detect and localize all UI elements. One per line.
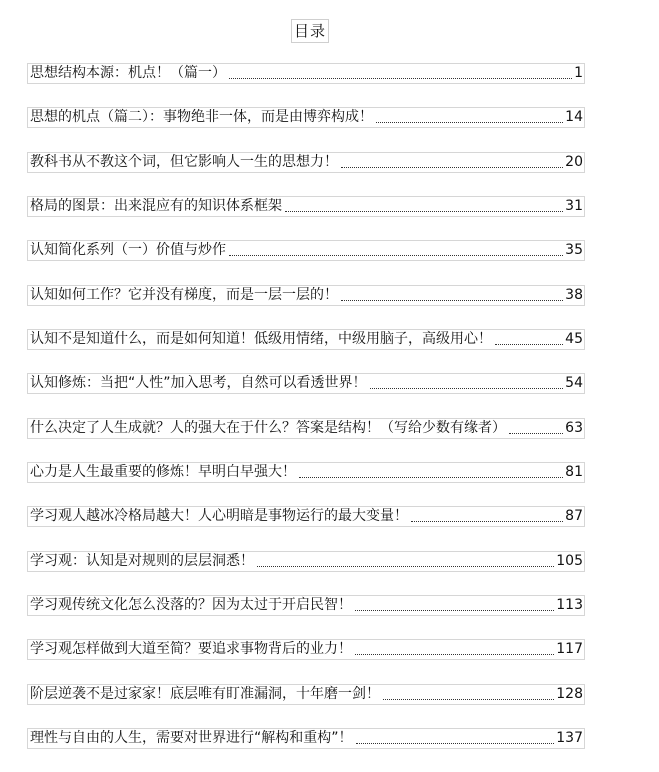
toc-leader-dots bbox=[509, 432, 563, 434]
toc-entry[interactable] bbox=[27, 551, 585, 572]
toc-entry[interactable] bbox=[27, 63, 585, 84]
toc-entry-page: 1 bbox=[574, 65, 583, 81]
toc-entry-title: 什么决定了人生成就？人的强大在于什么？答案是结构！（写给少数有缘者） bbox=[30, 420, 506, 436]
toc-leader-dots bbox=[355, 609, 554, 611]
toc-entry-title: 阶层逆袭不是过家家！底层唯有盯准漏洞，十年磨一剑！ bbox=[30, 686, 380, 702]
toc-entry[interactable] bbox=[27, 373, 585, 394]
toc-entry-page: 105 bbox=[556, 553, 583, 569]
toc-entry-title: 思想结构本源：机点！（篇一） bbox=[30, 65, 226, 81]
toc-leader-dots bbox=[383, 698, 554, 700]
toc-entry-page: 117 bbox=[556, 641, 583, 657]
toc-entry-title: 学习观：认知是对规则的层层洞悉！ bbox=[30, 553, 254, 569]
toc-list bbox=[27, 63, 585, 772]
toc-entry-page: 38 bbox=[565, 287, 583, 303]
toc-entry-title: 学习观人越冰冷格局越大！人心明暗是事物运行的最大变量！ bbox=[30, 508, 408, 524]
toc-entry-page: 81 bbox=[565, 464, 583, 480]
toc-entry-title: 心力是人生最重要的修炼！早明白早强大！ bbox=[30, 464, 296, 480]
toc-leader-dots bbox=[341, 299, 563, 301]
toc-entry-title: 格局的图景：出来混应有的知识体系框架 bbox=[30, 198, 282, 214]
toc-entry-title: 理性与自由的人生，需要对世界进行“解构和重构”！ bbox=[30, 730, 353, 746]
toc-leader-dots bbox=[285, 210, 563, 212]
toc-entry-page: 87 bbox=[565, 508, 583, 524]
toc-entry-page: 128 bbox=[556, 686, 583, 702]
toc-entry[interactable] bbox=[27, 107, 585, 128]
toc-leader-dots bbox=[229, 254, 563, 256]
toc-entry[interactable] bbox=[27, 462, 585, 483]
toc-leader-dots bbox=[355, 653, 554, 655]
toc-entry-page: 113 bbox=[556, 597, 583, 613]
toc-entry-page: 45 bbox=[565, 331, 583, 347]
toc-entry-title: 认知如何工作？它并没有梯度，而是一层一层的！ bbox=[30, 287, 338, 303]
toc-entry[interactable] bbox=[27, 728, 585, 749]
toc-entry[interactable] bbox=[27, 240, 585, 261]
toc-entry-title: 学习观传统文化怎么没落的？因为太过于开启民智！ bbox=[30, 597, 352, 613]
toc-leader-dots bbox=[341, 166, 563, 168]
toc-leader-dots bbox=[257, 565, 554, 567]
toc-entry[interactable] bbox=[27, 684, 585, 705]
toc-title: 目录 bbox=[291, 19, 329, 43]
toc-leader-dots bbox=[495, 343, 563, 345]
toc-entry-page: 35 bbox=[565, 242, 583, 258]
toc-entry[interactable] bbox=[27, 506, 585, 527]
toc-entry[interactable] bbox=[27, 418, 585, 439]
toc-entry-title: 学习观怎样做到大道至简？要追求事物背后的业力！ bbox=[30, 641, 352, 657]
toc-entry-title: 认知不是知道什么，而是如何知道！低级用情绪，中级用脑子，高级用心！ bbox=[30, 331, 492, 347]
toc-leader-dots bbox=[370, 387, 564, 389]
toc-leader-dots bbox=[356, 742, 555, 744]
toc-entry[interactable] bbox=[27, 595, 585, 616]
toc-leader-dots bbox=[376, 121, 563, 123]
toc-entry-title: 认知简化系列（一）价值与炒作 bbox=[30, 242, 226, 258]
toc-leader-dots bbox=[229, 77, 572, 79]
toc-entry-page: 31 bbox=[565, 198, 583, 214]
toc-leader-dots bbox=[299, 476, 563, 478]
toc-entry[interactable] bbox=[27, 152, 585, 173]
toc-entry-page: 20 bbox=[565, 154, 583, 170]
toc-entry-page: 63 bbox=[565, 420, 583, 436]
toc-entry-title: 认知修炼：当把“人性”加入思考，自然可以看透世界！ bbox=[30, 375, 367, 391]
toc-entry-page: 14 bbox=[565, 109, 583, 125]
toc-entry-title: 思想的机点（篇二）：事物绝非一体，而是由博弈构成！ bbox=[30, 109, 373, 125]
toc-entry-title: 教科书从不教这个词，但它影响人一生的思想力！ bbox=[30, 154, 338, 170]
toc-entry-page: 54 bbox=[565, 375, 583, 391]
toc-entry[interactable] bbox=[27, 329, 585, 350]
toc-leader-dots bbox=[411, 520, 563, 522]
toc-entry-page: 137 bbox=[556, 730, 583, 746]
toc-entry[interactable] bbox=[27, 639, 585, 660]
toc-entry[interactable] bbox=[27, 285, 585, 306]
toc-entry[interactable] bbox=[27, 196, 585, 217]
